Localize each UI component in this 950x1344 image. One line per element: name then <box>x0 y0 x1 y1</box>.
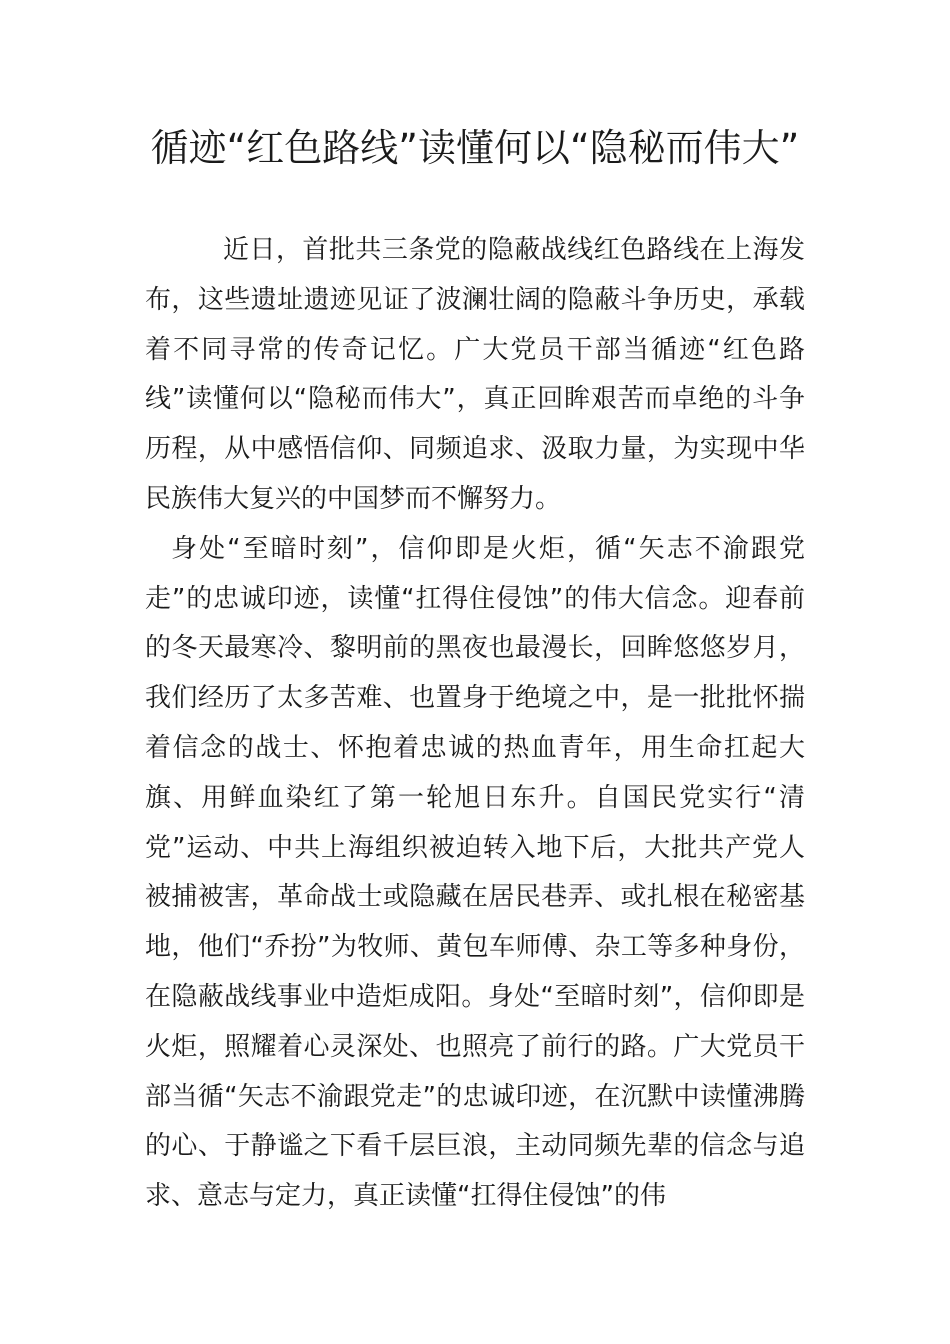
paragraph-2: 身处“至暗时刻”，信仰即是火炬，循“矢志不渝跟党走”的忠诚印迹，读懂“扛得住侵蚀”的伟大信念。迎春前的冬天最寒冷、黎明前的黑夜也最漫长，回眸悠悠岁月，我们经历了太多苦难、也置身于绝境之中，是一批批怀揣着信念的战士、怀抱着忠诚的热血青年，用生命扛起大旗、用鲜血染红了第一轮旭日东升。自国民党实行“清党”运动、中共上海组织被迫转入地下后，大批共产党人被捕被害，革命战士或隐藏在居民巷弄、或扎根在秘密基地，他们“乔扮”为牧师、黄包车师傅、杂工等多种身份，在隐蔽战线事业中造炬成阳。身处“至暗时刻”，信仰即是火炬，照耀着心灵深处、也照亮了前行的路。广大党员干部当循“矢志不渝跟党走”的忠诚印迹，在沉默中读懂沸腾的心、于静谧之下看千层巨浪，主动同频先辈的信念与追求、意志与定力，真正读懂“扛得住侵蚀”的伟 <box>145 533 805 1212</box>
document-title: 循迹“红色路线”读懂何以“隐秘而伟大” <box>150 126 800 170</box>
document-body <box>145 226 805 1222</box>
paragraph-1: 近日，首批共三条党的隐蔽战线红色路线在上海发布，这些遗址遗迹见证了波澜壮阔的隐蔽斗争历史，承载着不同寻常的传奇记忆。广大党员干部当循迹“红色路线”读懂何以“隐秘而伟大”，真正回眸艰苦而卓绝的斗争历程，从中感悟信仰、同频追求、汲取力量，为实现中华民族伟大复兴的中国梦而不懈努力。 <box>145 235 805 514</box>
